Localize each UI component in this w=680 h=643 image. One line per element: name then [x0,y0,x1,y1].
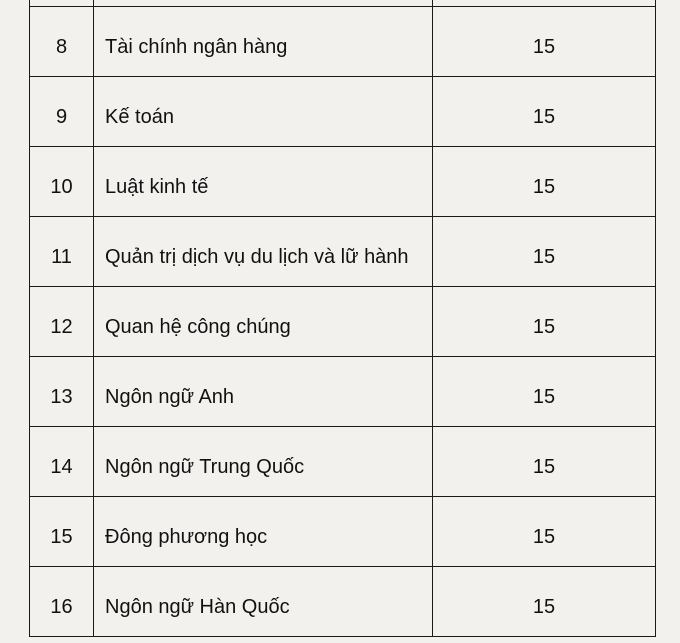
majors-score-table [29,0,656,637]
major-name-cell: Đông phương học [94,497,433,567]
score-cell: 15 [433,357,656,427]
row-number-cell: 9 [30,77,94,147]
table-row [30,217,656,287]
score-cell: 15 [433,567,656,637]
score-cell: 15 [433,217,656,287]
row-number-cell: 11 [30,217,94,287]
row-number-cell: 10 [30,147,94,217]
table-row [30,287,656,357]
row-number-cell: 8 [30,7,94,77]
major-name-cell: Quan hệ công chúng [94,287,433,357]
major-name-cell: Luật kinh tế [94,147,433,217]
table-row [30,427,656,497]
score-cell: 15 [433,427,656,497]
score-cell: 15 [433,77,656,147]
table-row [30,77,656,147]
score-cell: 15 [433,497,656,567]
major-name-cell: Ngôn ngữ Trung Quốc [94,427,433,497]
table-body [30,0,656,637]
row-number-cell: 16 [30,567,94,637]
score-cell: 15 [433,147,656,217]
major-name-cell: Ngôn ngữ Hàn Quốc [94,567,433,637]
row-number-cell: 14 [30,427,94,497]
row-number-cell: 15 [30,497,94,567]
table-row [30,567,656,637]
table-row [30,357,656,427]
table-row [30,497,656,567]
row-number-cell: 12 [30,287,94,357]
major-name-cell: Kế toán [94,77,433,147]
major-name-cell: Tài chính ngân hàng [94,7,433,77]
major-name-cell: Quản trị dịch vụ du lịch và lữ hành [94,217,433,287]
row-number-cell: 13 [30,357,94,427]
major-name-cell: Ngôn ngữ Anh [94,357,433,427]
score-cell: 15 [433,7,656,77]
score-cell: 15 [433,287,656,357]
table-row [30,147,656,217]
table-row [30,7,656,77]
